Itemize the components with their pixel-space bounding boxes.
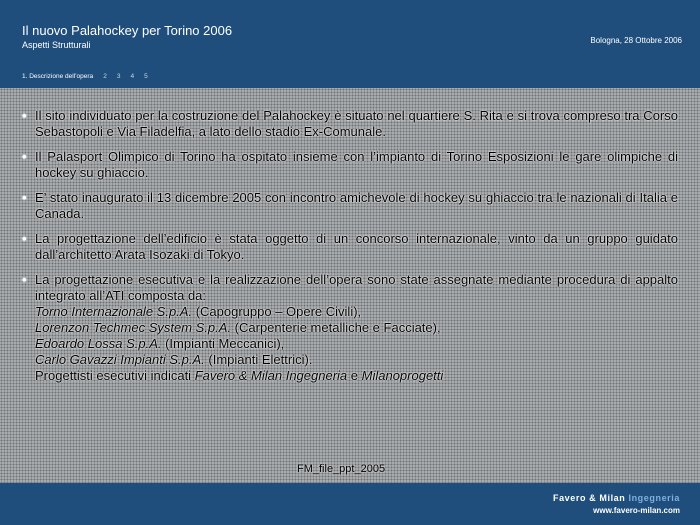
nav-item-2[interactable]: 2 xyxy=(103,72,107,80)
brand-name: Favero & Milan xyxy=(552,493,629,503)
slide-file-label: FM_file_ppt_2005 xyxy=(297,463,386,475)
bullet-olympics xyxy=(22,149,678,181)
bullet-text: La progettazione esecutiva e la realizzazione dell’opera sono state assegnate mediante procedura di appalto integrato all’ATI composta da: xyxy=(35,272,678,303)
bullet-text: Il Palasport Olimpico di Torino ha ospitato insieme con l’impianto di Torino Esposizioni le gare olimpiche di hockey su ghiaccio. xyxy=(35,149,678,180)
contractor-role: (Impianti Meccanici), xyxy=(161,336,285,351)
bullet-dot-icon: • xyxy=(22,190,27,205)
section-nav xyxy=(22,71,148,81)
designer-name: Favero & Milan Ingegneria xyxy=(194,368,348,383)
bullet-contractors xyxy=(22,272,678,384)
contractor-name: Carlo Gavazzi Impianti S.p.A. xyxy=(35,352,205,367)
contractor-role: (Capogruppo – Opere Civili), xyxy=(192,304,362,319)
presentation-date: Bologna, 28 Ottobre 2006 xyxy=(590,36,682,45)
bullet-dot-icon: • xyxy=(22,272,27,287)
contractor-role: (Carpenterie metalliche e Facciate), xyxy=(231,320,441,335)
contractor-line xyxy=(35,352,678,368)
bullet-dot-icon: • xyxy=(22,149,27,164)
bullet-text: Il sito individuato per la costruzione del Palahockey è situato nel quartiere S. Rita e si trova compreso tra Corso Sebastopoli e Via Filadelfia, a lato dello stadio Ex-Comunale. xyxy=(35,108,678,139)
nav-item-4[interactable]: 4 xyxy=(130,72,135,80)
contractor-name: Edoardo Lossa S.p.A. xyxy=(35,336,162,351)
designers-line xyxy=(35,368,678,384)
designers-prefix: Progettisti esecutivi indicati xyxy=(35,368,195,383)
contractor-name: Lorenzon Techmec System S.p.A. xyxy=(35,320,232,335)
brand-accent: Ingegneria xyxy=(628,493,680,503)
slide-content xyxy=(0,88,700,483)
contractor-line xyxy=(35,336,678,352)
contractor-line xyxy=(35,304,678,320)
bullet-dot-icon: • xyxy=(22,231,27,246)
nav-item-1[interactable]: 1. Descrizione dell’opera xyxy=(22,72,94,80)
bullet-list xyxy=(22,108,678,393)
nav-item-3[interactable]: 3 xyxy=(116,72,121,80)
designers-conjunction: e xyxy=(347,368,362,383)
contractor-name: Torno Internazionale S.p.A. xyxy=(35,304,193,319)
presentation-title: Il nuovo Palahockey per Torino 2006 xyxy=(22,23,233,38)
bullet-competition xyxy=(22,231,678,263)
presentation-subtitle: Aspetti Strutturali xyxy=(22,40,91,50)
bullet-text: La progettazione dell’edificio è stata oggetto di un concorso internazionale, vinto da un gruppo guidato dall’architetto Arata Isozaki di Tokyo. xyxy=(35,231,678,262)
designer-name: Milanoprogetti xyxy=(361,368,444,383)
header-bar xyxy=(0,0,700,88)
bullet-text: E’ stato inaugurato il 13 dicembre 2005 con incontro amichevole di hockey su ghiaccio tra le nazionali di Italia e Canada. xyxy=(35,190,678,221)
contractor-line xyxy=(35,320,678,336)
company-brand xyxy=(553,493,680,503)
contractor-role: (Impianti Elettrici). xyxy=(204,352,313,367)
bullet-site xyxy=(22,108,678,140)
bullet-inauguration xyxy=(22,190,678,222)
bullet-dot-icon: • xyxy=(22,108,27,123)
company-website-link[interactable]: www.favero-milan.com xyxy=(593,506,680,515)
nav-item-5[interactable]: 5 xyxy=(144,72,148,80)
footer-bar xyxy=(0,483,700,525)
